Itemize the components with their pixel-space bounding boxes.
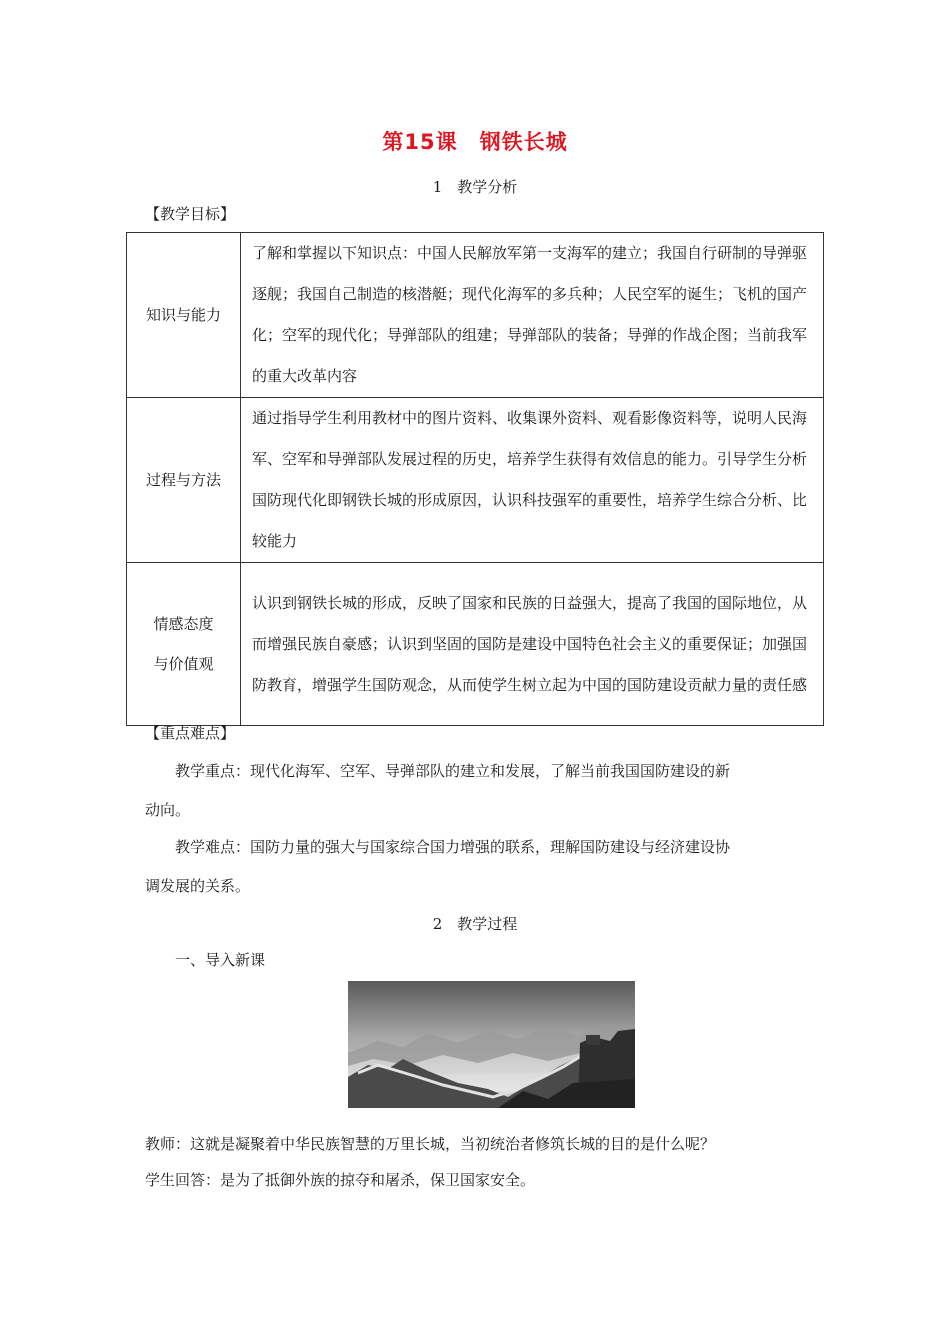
goal-category-attitude: [127, 563, 241, 726]
difficulty-text-cont: 调发展的关系。: [145, 877, 251, 895]
key-point-text: 教学重点：现代化海军、空军、导弹部队的建立和发展，了解当前我国国防建设的新: [175, 762, 731, 780]
student-answer: 学生回答：是为了抵御外族的掠夺和屠杀，保卫国家安全。: [145, 1171, 536, 1189]
lesson-title: 第15课 钢铁长城: [382, 130, 568, 154]
goal-category-attitude-line2: 与价值观: [153, 655, 214, 673]
great-wall-photo: [348, 981, 635, 1108]
goal-description-attitude: 认识到钢铁长城的形成，反映了国家和民族的日益强大，提高了我国的国际地位，从而增强民族自豪感；认识到坚固的国防是建设中国特色社会主义的重要保证；加强国防教育，增强学生国防观念，从而使学生树立起为中国的国防建设贡献力量的责任感: [241, 563, 824, 726]
teaching-goals-table: [126, 232, 824, 726]
teacher-dialogue: 教师：这就是凝聚着中华民族智慧的万里长城，当初统治者修筑长城的目的是什么呢？: [145, 1135, 716, 1153]
key-point-text-cont: 动向。: [145, 801, 191, 819]
section-heading-analysis: 1 教学分析: [432, 178, 518, 196]
table-row: [127, 233, 824, 398]
goal-description-process: 通过指导学生利用教材中的图片资料、收集课外资料、观看影像资料等，说明人民海军、空军和导弹部队发展过程的历史，培养学生获得有效信息的能力。引导学生分析国防现代化即钢铁长城的形成原因，认识科技强军的重要性，培养学生综合分析、比较能力: [241, 398, 824, 563]
goal-category-attitude-line1: 情感态度: [153, 615, 214, 633]
goal-description-knowledge: 了解和掌握以下知识点：中国人民解放军第一支海军的建立；我国自行研制的导弹驱逐舰；我国自己制造的核潜艇；现代化海军的多兵种；人民空军的诞生；飞机的国产化；空军的现代化；导弹部队的组建；导弹部队的装备；导弹的作战企图；当前我军的重大改革内容: [241, 233, 824, 398]
goals-label: 【教学目标】: [145, 205, 236, 223]
table-row: [127, 398, 824, 563]
key-points-label: 【重点难点】: [145, 724, 236, 742]
difficulty-text: 教学难点：国防力量的强大与国家综合国力增强的联系，理解国防建设与经济建设协: [175, 838, 731, 856]
goal-category-knowledge: 知识与能力: [127, 233, 241, 398]
section-heading-process: 2 教学过程: [432, 915, 518, 933]
intro-heading: 一、导入新课: [175, 951, 266, 969]
goal-category-process: 过程与方法: [127, 398, 241, 563]
table-row: [127, 563, 824, 726]
